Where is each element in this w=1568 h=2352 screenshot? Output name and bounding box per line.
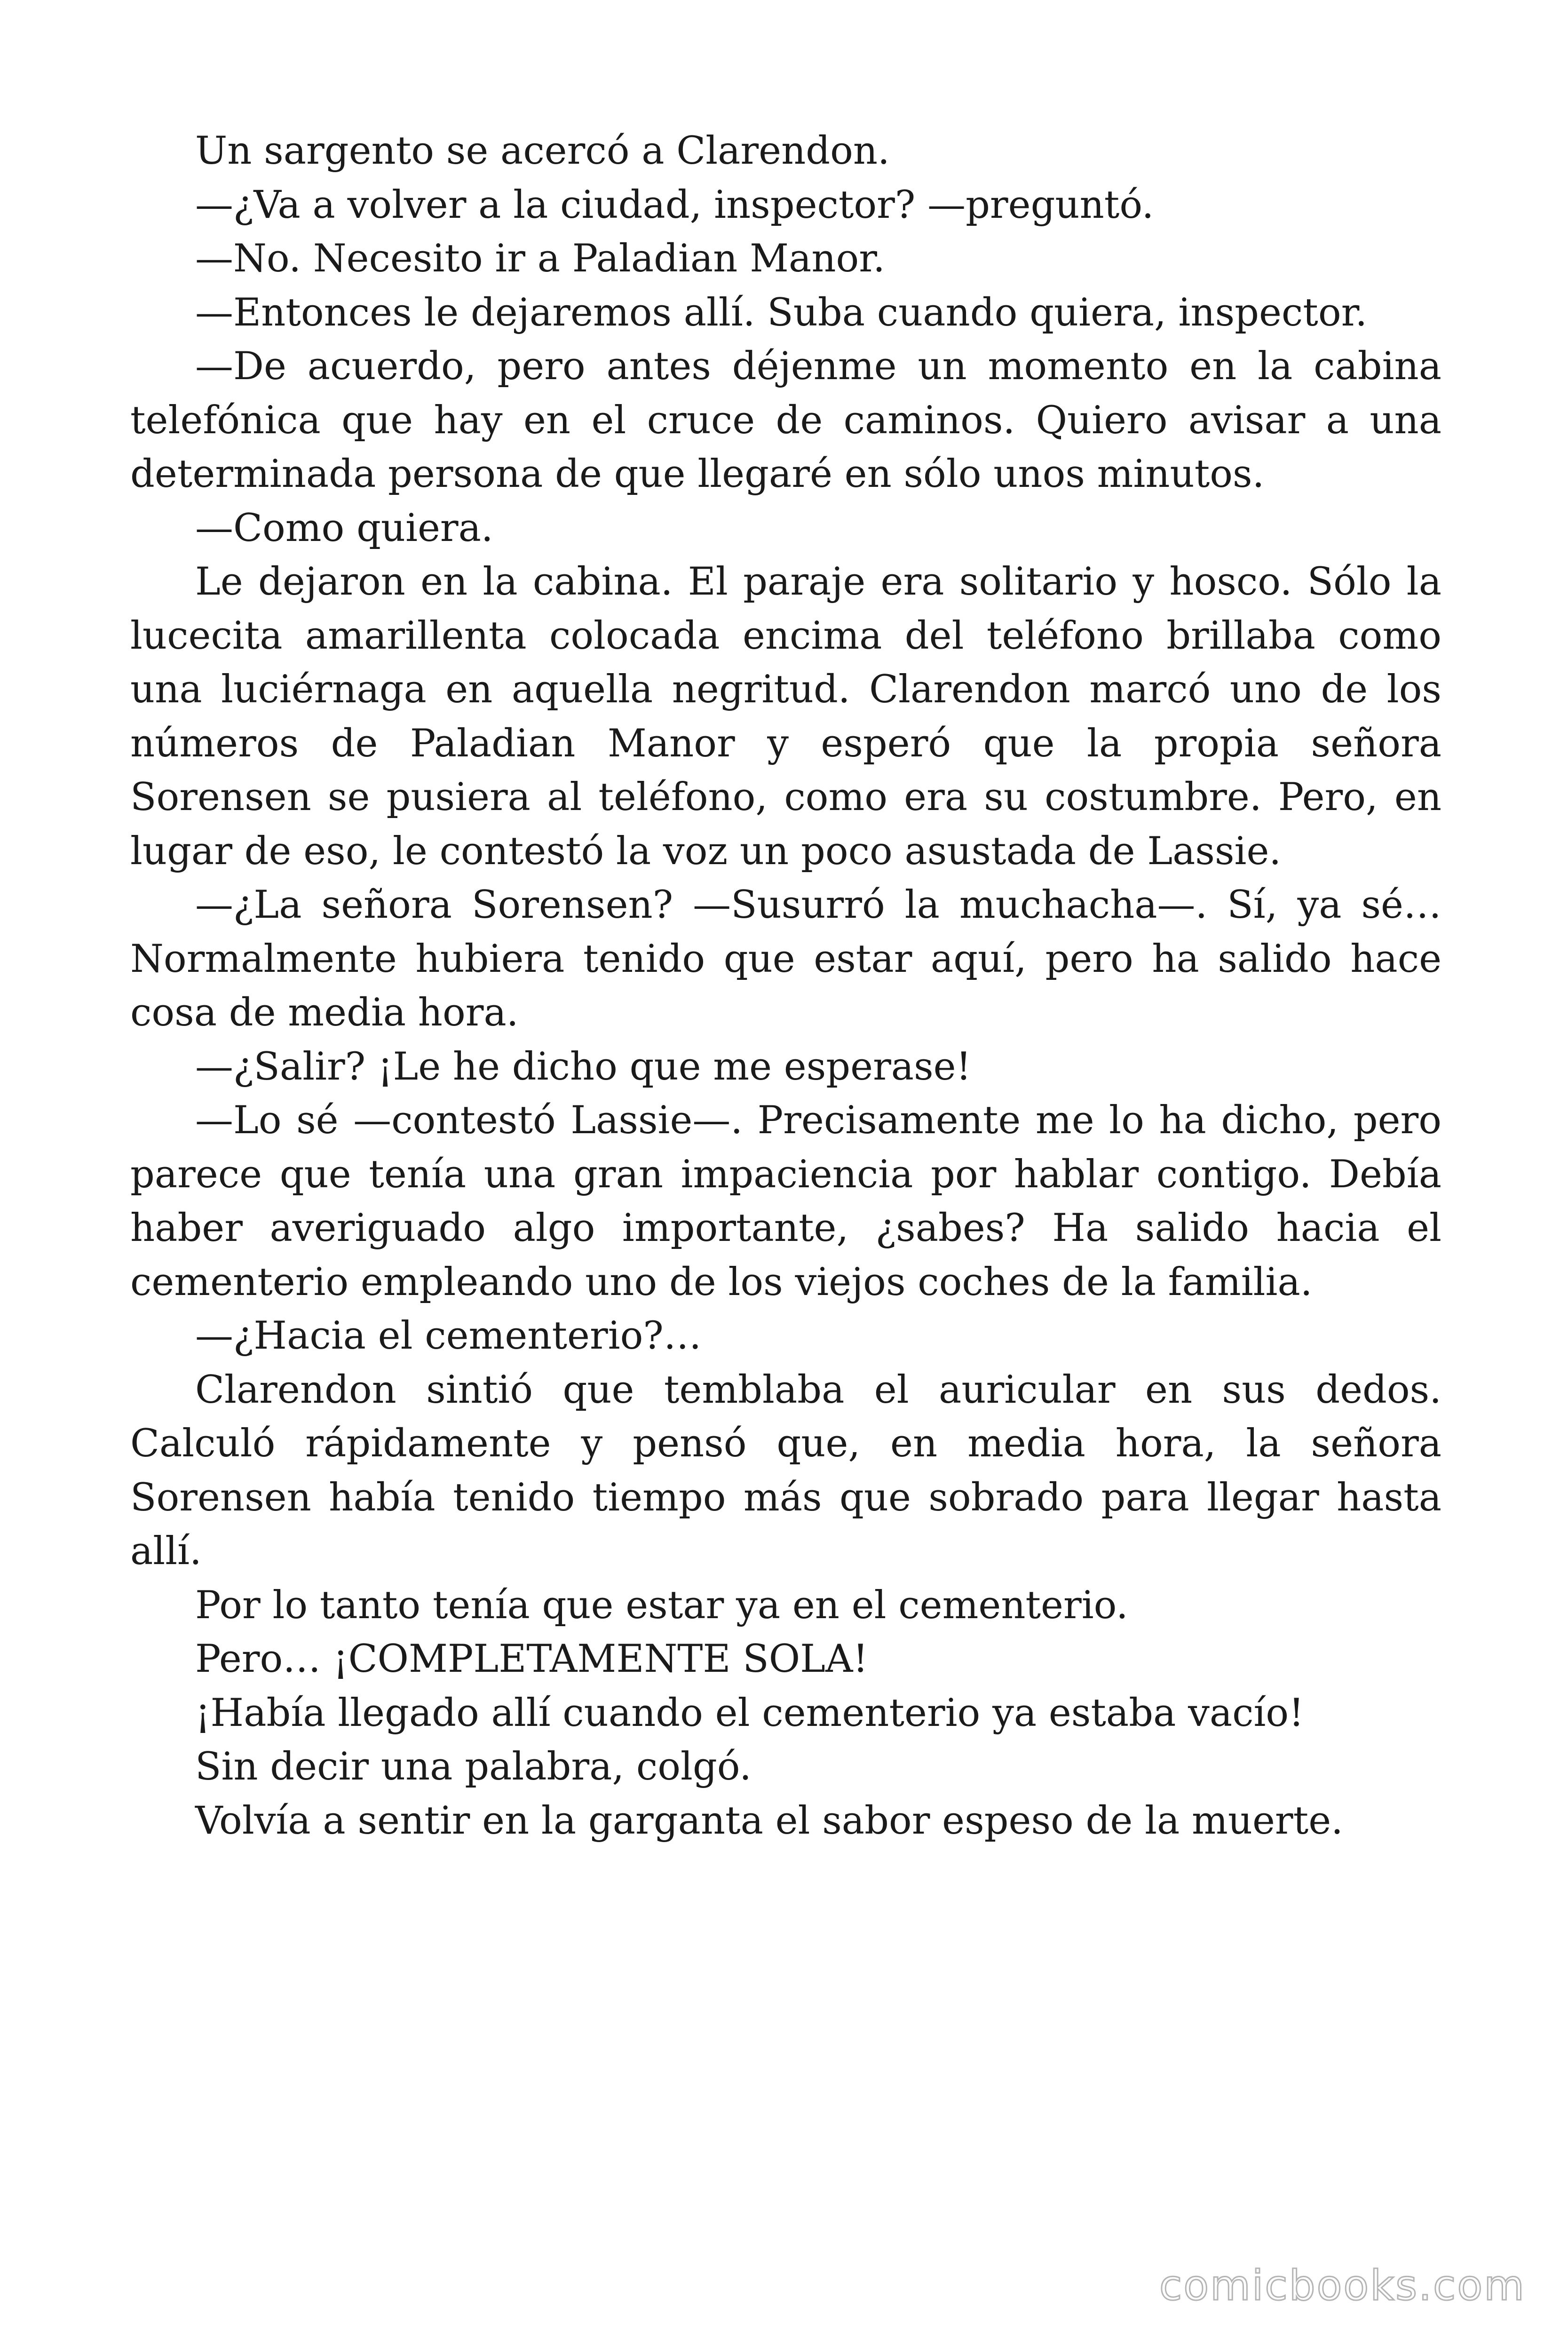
paragraph: Por lo tanto tenía que estar ya en el cementerio. <box>195 1583 1128 1628</box>
paragraph: —Lo sé —contestó Lassie—. Precisamente me lo ha dicho, pero parece que tenía una gran impaciencia por hablar contigo. Debía haber averiguado algo importante, ¿sabes? Ha salido hacia el cementerio empleando uno de los viejos coches de la familia. <box>130 1098 1441 1304</box>
paragraph: —De acuerdo, pero antes déjenme un momento en la cabina telefónica que hay en el cruce de caminos. Quiero avisar a una determinada persona de que llegaré en sólo unos minutos. <box>130 344 1441 496</box>
paragraph: Un sargento se acercó a Clarendon. <box>195 129 890 173</box>
paragraph: Sin decir una palabra, colgó. <box>195 1745 752 1789</box>
paragraph: —¿Salir? ¡Le he dicho que me esperase! <box>195 1044 972 1089</box>
paragraph: Clarendon sintió que temblaba el auricular en sus dedos. Calculó rápidamente y pensó que, en media hora, la señora Sorensen había tenido tiempo más que sobrado para llegar hasta allí. <box>130 1367 1441 1573</box>
paragraph: ¡Había llegado allí cuando el cementerio ya estaba vacío! <box>195 1691 1304 1735</box>
watermark-logo: comicbooks.com <box>1159 2261 1526 2310</box>
paragraph: —¿Va a volver a la ciudad, inspector? —preguntó. <box>195 183 1154 227</box>
paragraph: —¿La señora Sorensen? —Susurró la muchacha—. Sí, ya sé… Normalmente hubiera tenido que estar aquí, pero ha salido hace cosa de media hora. <box>130 883 1441 1035</box>
paragraph: —No. Necesito ir a Paladian Manor. <box>195 237 885 281</box>
paragraph: —¿Hacia el cementerio?… <box>195 1314 702 1358</box>
paragraph: Le dejaron en la cabina. El paraje era solitario y hosco. Sólo la lucecita amarillenta colocada encima del teléfono brillaba como una luciérnaga en aquella negritud. Clarendon marcó uno de los números de Paladian Manor y esperó que la propia señora Sorensen se pusiera al teléfono, como era su costumbre. Pero, en lugar de eso, le contestó la voz un poco asustada de Lassie. <box>130 560 1441 874</box>
paragraph: Volvía a sentir en la garganta el sabor espeso de la muerte. <box>195 1798 1343 1843</box>
paragraph: —Entonces le dejaremos allí. Suba cuando quiera, inspector. <box>195 290 1368 335</box>
paragraph: Pero… ¡COMPLETAMENTE SOLA! <box>195 1637 868 1681</box>
book-page-text <box>130 124 1441 1848</box>
paragraph: —Como quiera. <box>195 506 493 550</box>
